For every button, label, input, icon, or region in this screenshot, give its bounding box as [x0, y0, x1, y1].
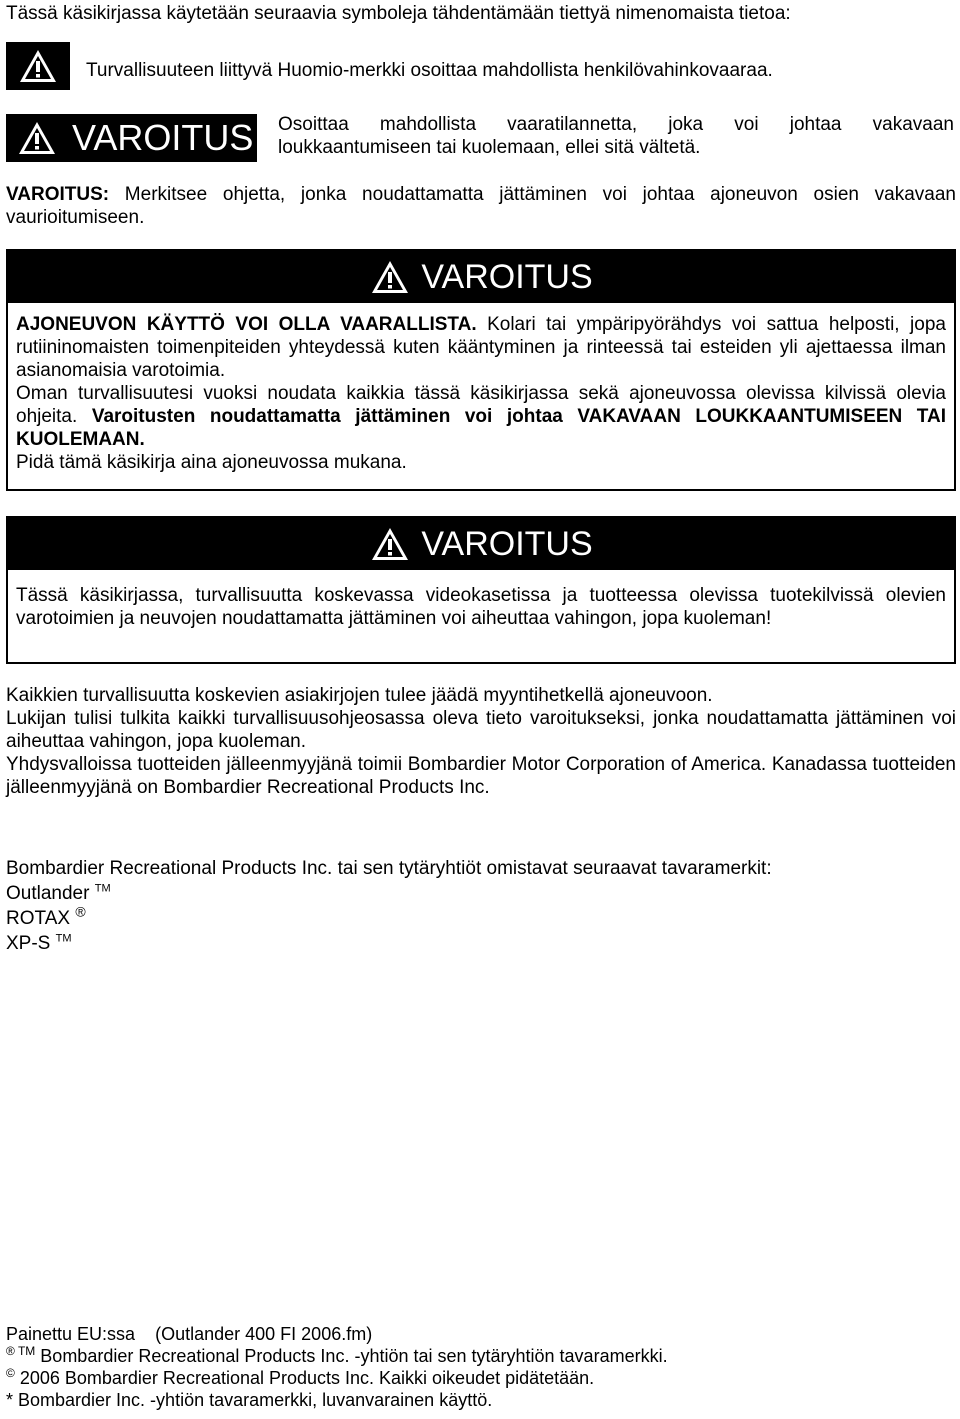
varoitus-note-text: Merkitsee ohjetta, jonka noudattamatta jättäminen voi johtaa ajoneuvon osien vakavaan vaurioitumiseen.: [6, 184, 956, 228]
footer-trademark-line: [6, 1345, 956, 1367]
footer: [6, 1323, 956, 1411]
safety-note-line: Kaikkien turvallisuutta koskevien asiakirjojen tulee jäädä myyntihetkellä ajoneuvoon.: [6, 685, 713, 706]
trademark-symbol: TM: [94, 882, 111, 895]
trademark-symbol: TM: [55, 932, 72, 945]
intro-text: Tässä käsikirjassa käytetään seuraavia symboleja tähdentämään tiettyä nimenomaista tietoa:: [6, 3, 791, 24]
warning-triangle-icon: [369, 526, 411, 562]
footer-line3: 2006 Bombardier Recreational Products Inc. Kaikki oikeudet pidätetään.: [14, 1368, 595, 1388]
varoitus-label-box: [6, 114, 257, 162]
trademark-item: [6, 931, 956, 956]
trademark-name: XP-S: [6, 933, 51, 954]
varoitus-note-label: VAROITUS:: [6, 184, 110, 205]
varoitus-description: Osoittaa mahdollista vaaratilannetta, joka voi johtaa vakavaan loukkaantumiseen tai kuolemaan, ellei sitä vältetä.: [278, 114, 954, 158]
symbol-description: Turvallisuuteen liittyvä Huomio-merkki osoittaa mahdollista henkilövahinkovaaraa.: [86, 60, 773, 81]
footer-marks: ® TM: [6, 1344, 36, 1358]
footer-line2: Bombardier Recreational Products Inc. -yhtiön tai sen tytäryhtiön tavaramerkki.: [35, 1346, 668, 1366]
footer-note-line: * Bombardier Inc. -yhtiön tavaramerkki, luvanvarainen käyttö.: [6, 1390, 493, 1410]
safety-alert-symbol: [6, 42, 70, 90]
varoitus-label: VAROITUS: [72, 117, 254, 158]
warning-box-vehicle: [6, 249, 956, 491]
warning-body: [8, 303, 954, 482]
warning-body: Tässä käsikirjassa, turvallisuutta koskevassa videokasetissa ja tuotteessa olevissa tuotekilvissä olevien varotoimien ja neuvojen noudattamatta jättäminen voi aiheuttaa vahingon, jopa kuoleman!: [16, 585, 946, 629]
trademark-name: Outlander: [6, 883, 90, 904]
footer-file: (Outlander 400 FI 2006.fm): [155, 1324, 373, 1344]
warning-paragraph: [16, 382, 946, 451]
warning-title: VAROITUS: [421, 525, 593, 563]
warning-paragraph: Pidä tämä käsikirja aina ajoneuvossa mukana.: [16, 452, 407, 473]
warning-triangle-icon: [16, 120, 58, 156]
warning-header: [8, 251, 954, 303]
warning-para2-text: Oman turvallisuutesi vuoksi noudata kaikkia tässä käsikirjassa sekä ajoneuvossa olevissa kilvissä olevia ohjeita.: [16, 383, 946, 427]
warning-lead: AJONEUVON KÄYTTÖ VOI OLLA VAARALLISTA.: [16, 314, 477, 335]
copyright-symbol: ©: [6, 1366, 15, 1380]
safety-note-line: Yhdysvalloissa tuotteiden jälleenmyyjänä toimii Bombardier Motor Corporation of America. Kanadassa tuotteiden jälleenmyyjänä on Bombardier Recreational Products Inc.: [6, 754, 956, 798]
warning-triangle-icon: [369, 259, 411, 295]
warning-para2-bold: Varoitusten noudattamatta jättäminen voi johtaa VAKAVAAN LOUKKAANTUMISEEN TAI KUOLEMAAN.: [16, 406, 947, 450]
trademark-item: [6, 903, 956, 931]
trademarks-section: [6, 856, 956, 956]
warning-triangle-icon: [18, 48, 58, 84]
trademark-symbol: ®: [75, 903, 86, 920]
warning-title: VAROITUS: [421, 258, 593, 296]
trademark-item: [6, 881, 956, 906]
warning-paragraph: [16, 313, 946, 382]
safety-notes: [6, 684, 956, 799]
footer-printed: Painettu EU:ssa: [6, 1324, 136, 1344]
footer-copyright-line: [6, 1367, 956, 1389]
footer-print-line: [6, 1323, 956, 1345]
safety-note-line: Lukijan tulisi tulkita kaikki turvallisuusohjeosassa oleva tieto varoitukseksi, jonka noudattamatta jättäminen voi aiheuttaa vahingon, jopa kuoleman.: [6, 708, 956, 752]
warning-box-manual: [6, 516, 956, 664]
varoitus-note: [6, 183, 956, 229]
trademark-name: ROTAX: [6, 908, 71, 929]
warning-lead-text: Kolari tai ympäripyörähdys voi sattua helposti, jopa rutiininomaisten toimenpiteiden yhteydessä kuten kääntyminen ja rinteessä tai esteiden yli ajettaessa ilman asianomaisia varotoimia.: [16, 314, 946, 381]
warning-header: [8, 518, 954, 570]
trademarks-intro: Bombardier Recreational Products Inc. tai sen tytäryhtiöt omistavat seuraavat tavaramerkit:: [6, 858, 772, 879]
